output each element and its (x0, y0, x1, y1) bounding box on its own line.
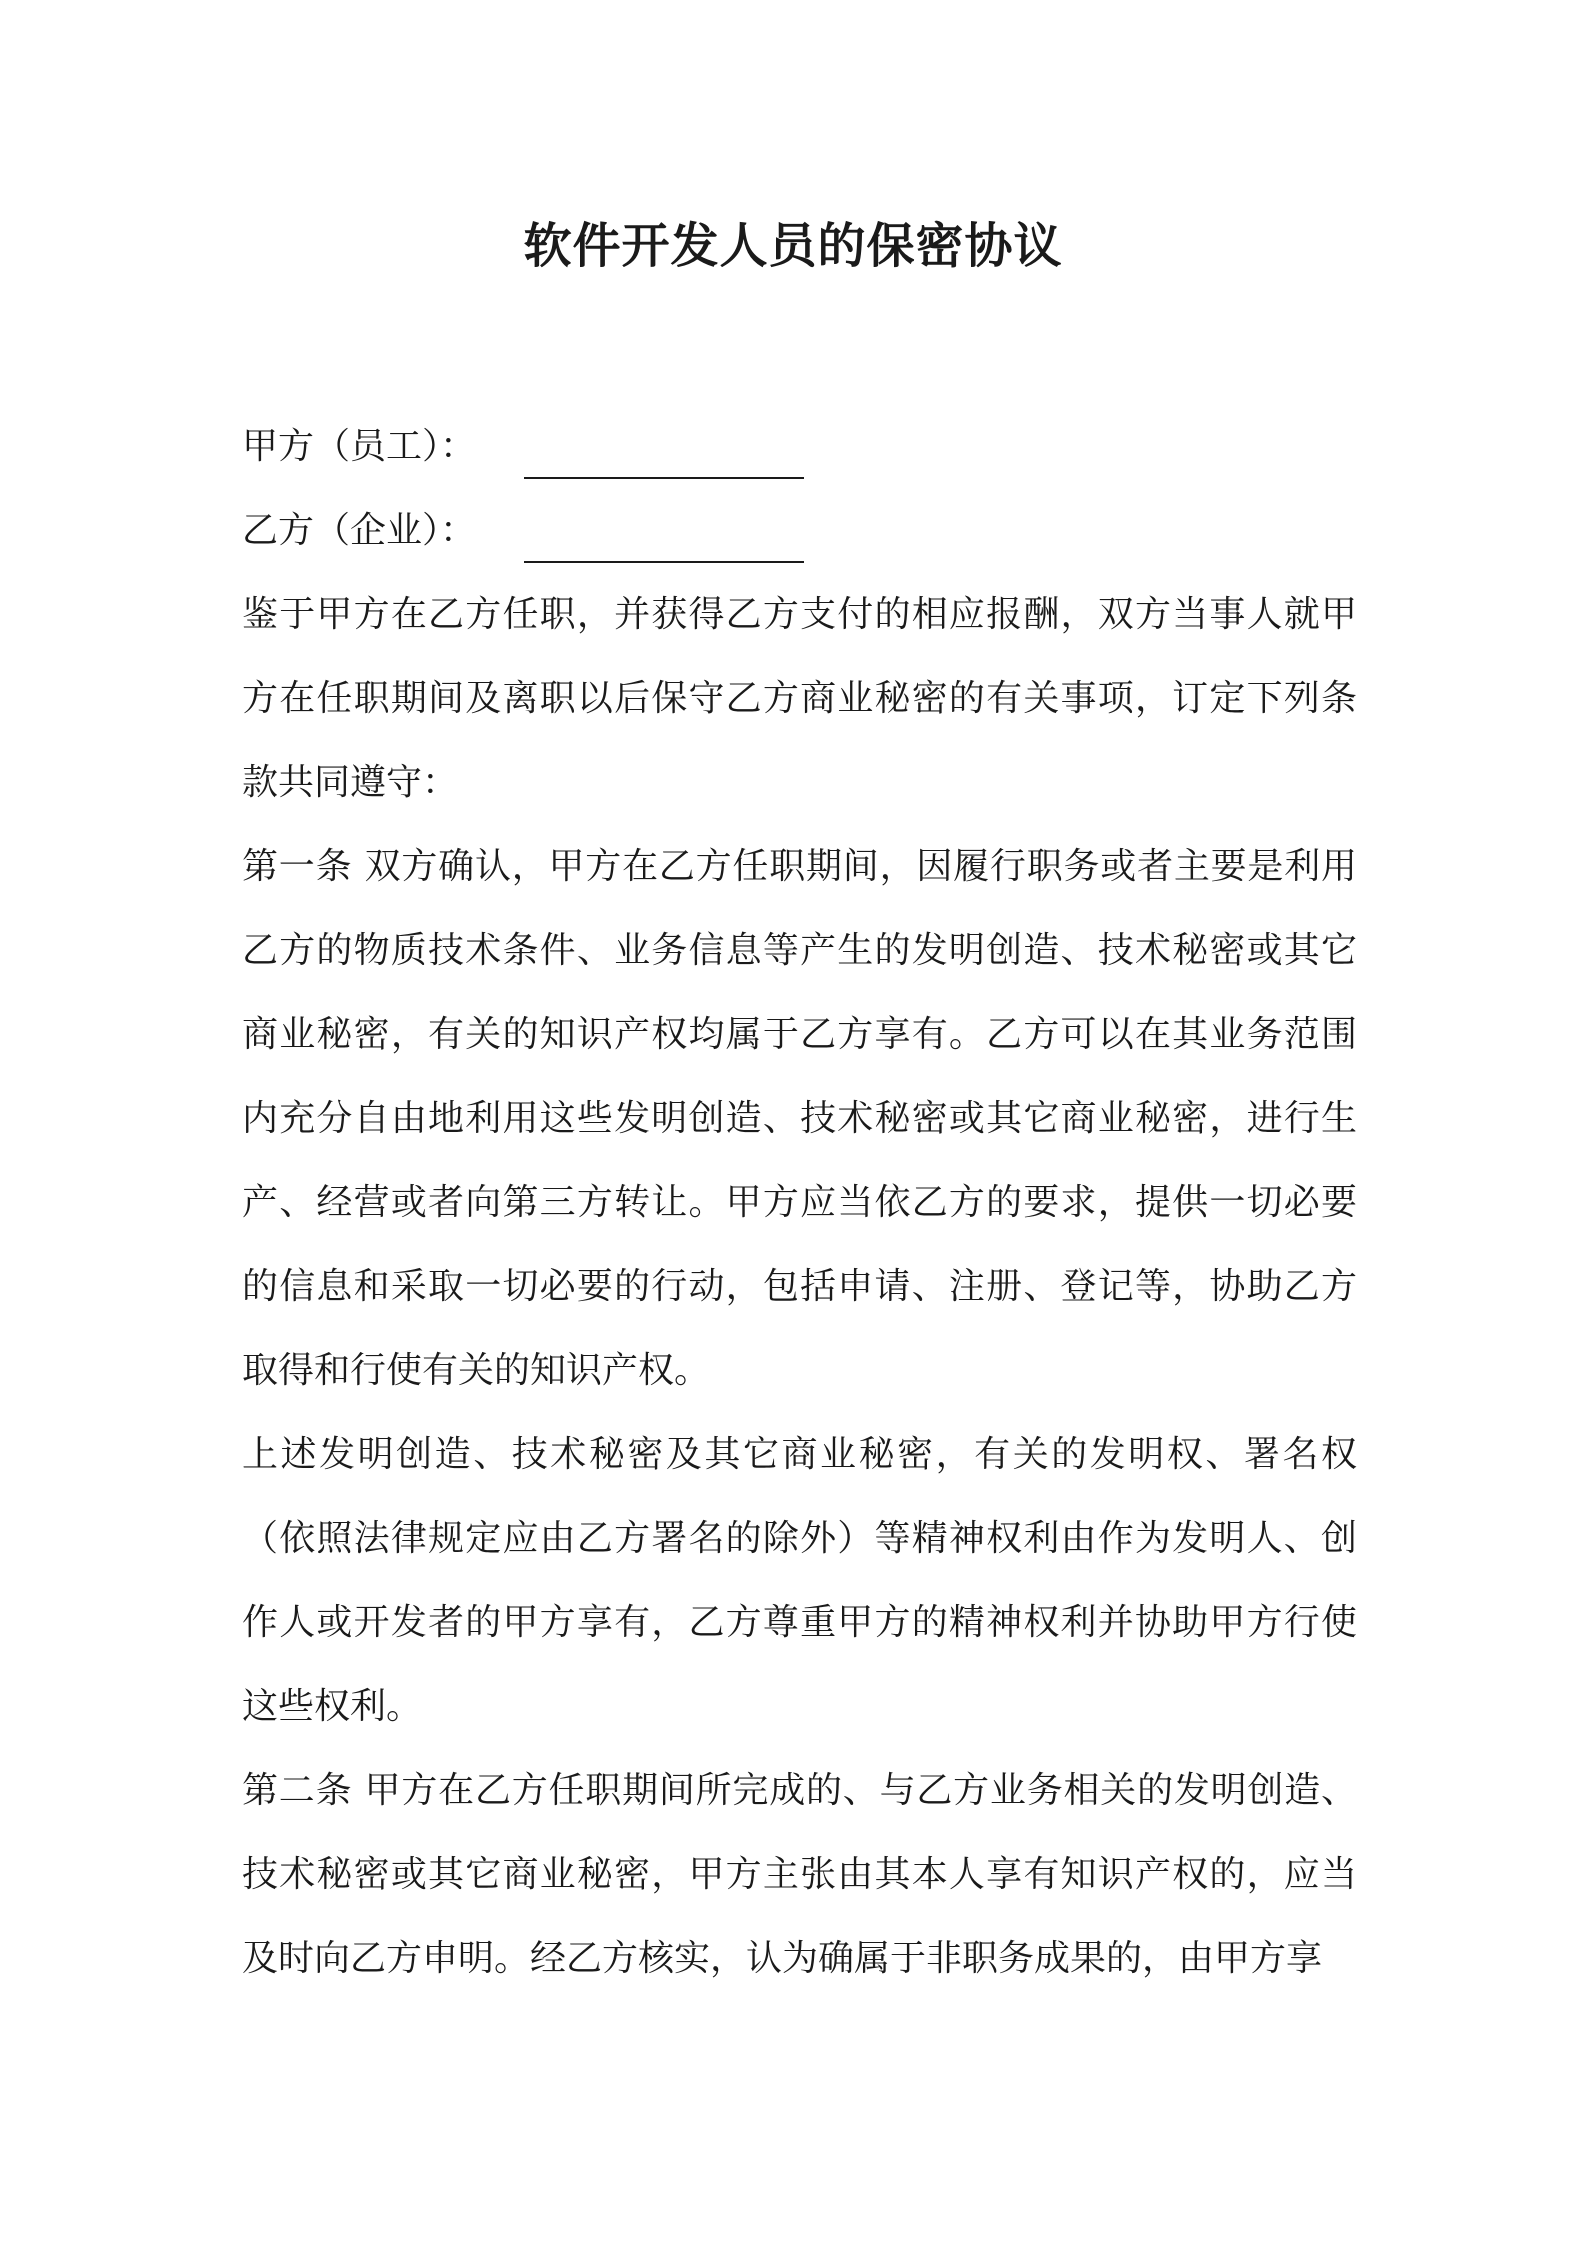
party-a-label: 甲方（员工）： (242, 426, 477, 467)
article-1-moral-rights-paragraph: 上述发明创造、技术秘密及其它商业秘密，有关的发明权、署名权（依照法律规定应由乙方署名的除外）等精神权利由作为发明人、创作人或开发者的甲方享有，乙方尊重甲方的精神权利并协助甲方行使这些权利。 (242, 1434, 1357, 1727)
party-b-line (242, 489, 1357, 573)
party-b-blank-field[interactable] (524, 479, 804, 563)
party-a-blank-field[interactable] (524, 395, 804, 479)
article-1-paragraph: 第一条 双方确认，甲方在乙方任职期间，因履行职务或者主要是利用乙方的物质技术条件、业务信息等产生的发明创造、技术秘密或其它商业秘密，有关的知识产权均属于乙方享有。乙方可以在其业务范围内充分自由地利用这些发明创造、技术秘密或其它商业秘密，进行生产、经营或者向第三方转让。甲方应当依乙方的要求，提供一切必要的信息和采取一切必要的行动，包括申请、注册、登记等，协助乙方取得和行使有关的知识产权。 (242, 846, 1357, 1391)
party-b-label: 乙方（企业）： (242, 510, 477, 551)
document-title: 软件开发人员的保密协议 (523, 218, 1063, 274)
document-body (242, 405, 1357, 2001)
party-a-line (242, 405, 1357, 489)
article-2-paragraph: 第二条 甲方在乙方任职期间所完成的、与乙方业务相关的发明创造、技术秘密或其它商业秘密，甲方主张由其本人享有知识产权的，应当及时向乙方申明。经乙方核实，认为确属于非职务成果的，由甲方享 (242, 1770, 1357, 1979)
preamble-paragraph: 鉴于甲方在乙方任职，并获得乙方支付的相应报酬，双方当事人就甲方在任职期间及离职以后保守乙方商业秘密的有关事项，订定下列条款共同遵守： (242, 594, 1357, 803)
